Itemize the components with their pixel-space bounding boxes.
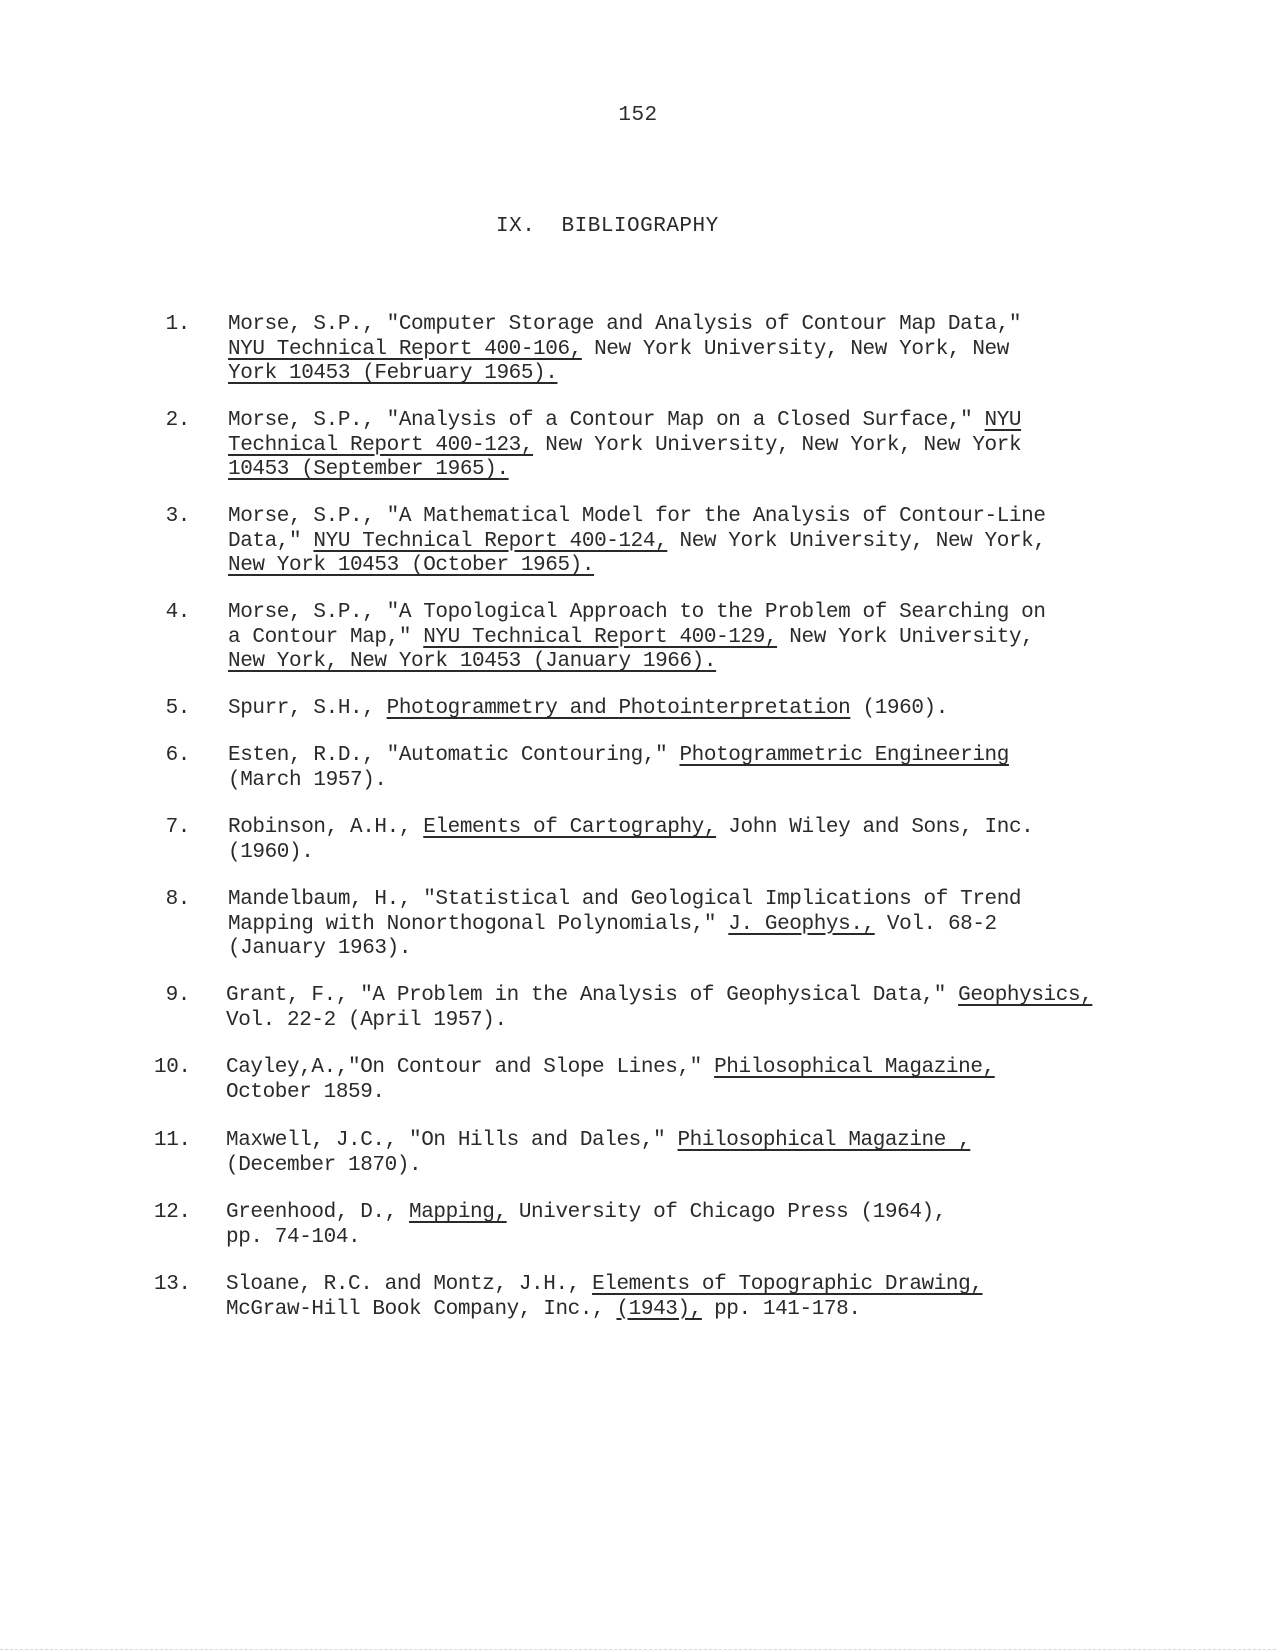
- citation-text: pp. 74-104.: [226, 1225, 361, 1249]
- underlined-title: NYU Technical Report 400-124,: [313, 529, 668, 553]
- entry-text: [228, 313, 1021, 387]
- entry-number: 3.: [165, 505, 190, 528]
- entry-number: 10.: [154, 1056, 191, 1079]
- underlined-title: New York 10453 (October 1965).: [228, 554, 595, 577]
- citation-text: (January 1963).: [228, 937, 412, 960]
- citation-text: pp. 141-178.: [701, 1297, 861, 1321]
- entry-number: 12.: [154, 1201, 191, 1224]
- underlined-title: Elements of Topographic Drawing,: [592, 1273, 983, 1296]
- entry-line: [228, 937, 1021, 962]
- section-heading: IX. BIBLIOGRAPHY: [496, 215, 719, 238]
- citation-text: October 1859.: [226, 1080, 385, 1104]
- entry-text: [226, 1273, 983, 1322]
- entry-text: [228, 816, 1033, 865]
- entry-line: [228, 744, 1009, 769]
- entry-line: [226, 1226, 946, 1251]
- entry-text: [226, 1056, 995, 1105]
- citation-text: Spurr, S.H.,: [228, 697, 387, 720]
- entry-line: [228, 362, 1021, 387]
- entry-text: [226, 1129, 970, 1178]
- entry-text: [226, 984, 1092, 1033]
- entry-line: [228, 554, 1046, 579]
- entry-text: [228, 888, 1021, 962]
- underlined-title: Philosophical Magazine ,: [677, 1129, 971, 1152]
- entry-line: [228, 816, 1033, 841]
- underlined-title: New York, New York 10453 (January 1966).: [228, 650, 717, 673]
- entry-line: [226, 1298, 983, 1323]
- entry-line: [226, 1129, 970, 1154]
- citation-text: John Wiley and Sons, Inc.: [716, 816, 1034, 839]
- citation-text: (December 1870).: [226, 1153, 422, 1177]
- citation-text: New York University, New York, New: [581, 337, 1009, 361]
- citation-text: (1960).: [228, 840, 314, 864]
- entry-line: [228, 313, 1021, 338]
- underlined-title: York 10453 (February 1965).: [228, 362, 558, 385]
- underlined-title: NYU Technical Report 400-129,: [423, 625, 778, 649]
- citation-text: University of Chicago Press (1964),: [506, 1201, 946, 1224]
- citation-text: (1960).: [850, 697, 948, 720]
- underlined-title: Elements of Cartography,: [423, 816, 717, 839]
- citation-text: (March 1957).: [228, 768, 387, 792]
- citation-text: New York University,: [777, 625, 1034, 649]
- underlined-title: Technical Report 400-123,: [228, 433, 534, 457]
- entry-text: [228, 601, 1046, 675]
- entry-number: 5.: [165, 697, 190, 720]
- citation-text: Grant, F., "A Problem in the Analysis of Geophysical Data,": [226, 984, 959, 1007]
- entry-line: [226, 1201, 946, 1226]
- page-number: 152: [618, 104, 658, 127]
- underlined-title: Geophysics,: [958, 984, 1093, 1007]
- underlined-title: Philosophical Magazine,: [714, 1056, 995, 1079]
- citation-text: Morse, S.P., "A Topological Approach to the Problem of Searching on: [228, 601, 1046, 624]
- citation-text: McGraw-Hill Book Company, Inc.,: [226, 1297, 617, 1321]
- underlined-title: NYU Technical Report 400-106,: [228, 337, 582, 361]
- entry-number: 8.: [165, 888, 190, 911]
- citation-text: Morse, S.P., "Analysis of a Contour Map on a Closed Surface,": [228, 409, 985, 432]
- entry-line: [228, 697, 948, 722]
- citation-text: Greenhood, D.,: [226, 1201, 410, 1224]
- underlined-title: Photogrammetric Engineering: [679, 744, 1009, 767]
- entry-line: [228, 434, 1021, 459]
- underlined-title: NYU: [984, 409, 1022, 432]
- entry-line: [226, 1081, 995, 1106]
- underlined-title: Mapping,: [409, 1201, 507, 1224]
- underlined-title: (1943),: [616, 1297, 702, 1321]
- entry-line: [228, 913, 1021, 938]
- entry-line: [228, 841, 1033, 866]
- entry-line: [228, 601, 1046, 626]
- citation-text: a Contour Map,": [228, 625, 424, 649]
- entry-line: [228, 505, 1046, 530]
- citation-text: Sloane, R.C. and Montz, J.H.,: [226, 1273, 593, 1296]
- entry-line: [226, 1273, 983, 1298]
- entry-line: [228, 626, 1046, 651]
- citation-text: Robinson, A.H.,: [228, 816, 424, 839]
- entry-line: [226, 1056, 995, 1081]
- entry-line: [226, 1154, 970, 1179]
- underlined-title: Photogrammetry and Photointerpretation: [386, 697, 851, 720]
- entry-line: [228, 530, 1046, 555]
- entry-number: 4.: [165, 601, 190, 624]
- entry-number: 11.: [154, 1129, 191, 1152]
- citation-text: Mapping with Nonorthogonal Polynomials,": [228, 912, 729, 936]
- entry-number: 2.: [165, 409, 190, 432]
- entry-text: [228, 409, 1021, 483]
- entry-line: [228, 338, 1021, 363]
- entry-line: [228, 458, 1021, 483]
- citation-text: Maxwell, J.C., "On Hills and Dales,": [226, 1129, 678, 1152]
- entry-number: 6.: [165, 744, 190, 767]
- citation-text: Mandelbaum, H., "Statistical and Geological Implications of Trend: [228, 888, 1022, 911]
- entry-line: [226, 984, 1092, 1009]
- citation-text: Data,": [228, 529, 314, 553]
- citation-text: New York University, New York,: [667, 529, 1046, 553]
- entry-line: [228, 650, 1046, 675]
- entry-text: [228, 505, 1046, 579]
- citation-text: Morse, S.P., "A Mathematical Model for the Analysis of Contour-Line: [228, 505, 1046, 528]
- citation-text: Vol. 68-2: [874, 912, 997, 936]
- entry-text: [226, 1201, 946, 1250]
- entry-number: 7.: [165, 816, 190, 839]
- citation-text: Morse, S.P., "Computer Storage and Analysis of Contour Map Data,": [228, 313, 1022, 336]
- entry-line: [228, 409, 1021, 434]
- citation-text: Esten, R.D., "Automatic Contouring,": [228, 744, 680, 767]
- entry-number: 1.: [165, 313, 190, 336]
- entry-text: [228, 744, 1009, 793]
- underlined-title: 10453 (September 1965).: [228, 458, 509, 481]
- citation-text: New York University, New York, New York: [533, 433, 1022, 457]
- entry-line: [228, 769, 1009, 794]
- underlined-title: J. Geophys.,: [728, 912, 875, 936]
- citation-text: Vol. 22-2 (April 1957).: [226, 1008, 507, 1032]
- entry-number: 9.: [165, 984, 190, 1007]
- entry-line: [228, 888, 1021, 913]
- entry-text: [228, 697, 948, 722]
- citation-text: Cayley,A.,"On Contour and Slope Lines,": [226, 1056, 715, 1079]
- entry-number: 13.: [154, 1273, 191, 1296]
- entry-line: [226, 1009, 1092, 1034]
